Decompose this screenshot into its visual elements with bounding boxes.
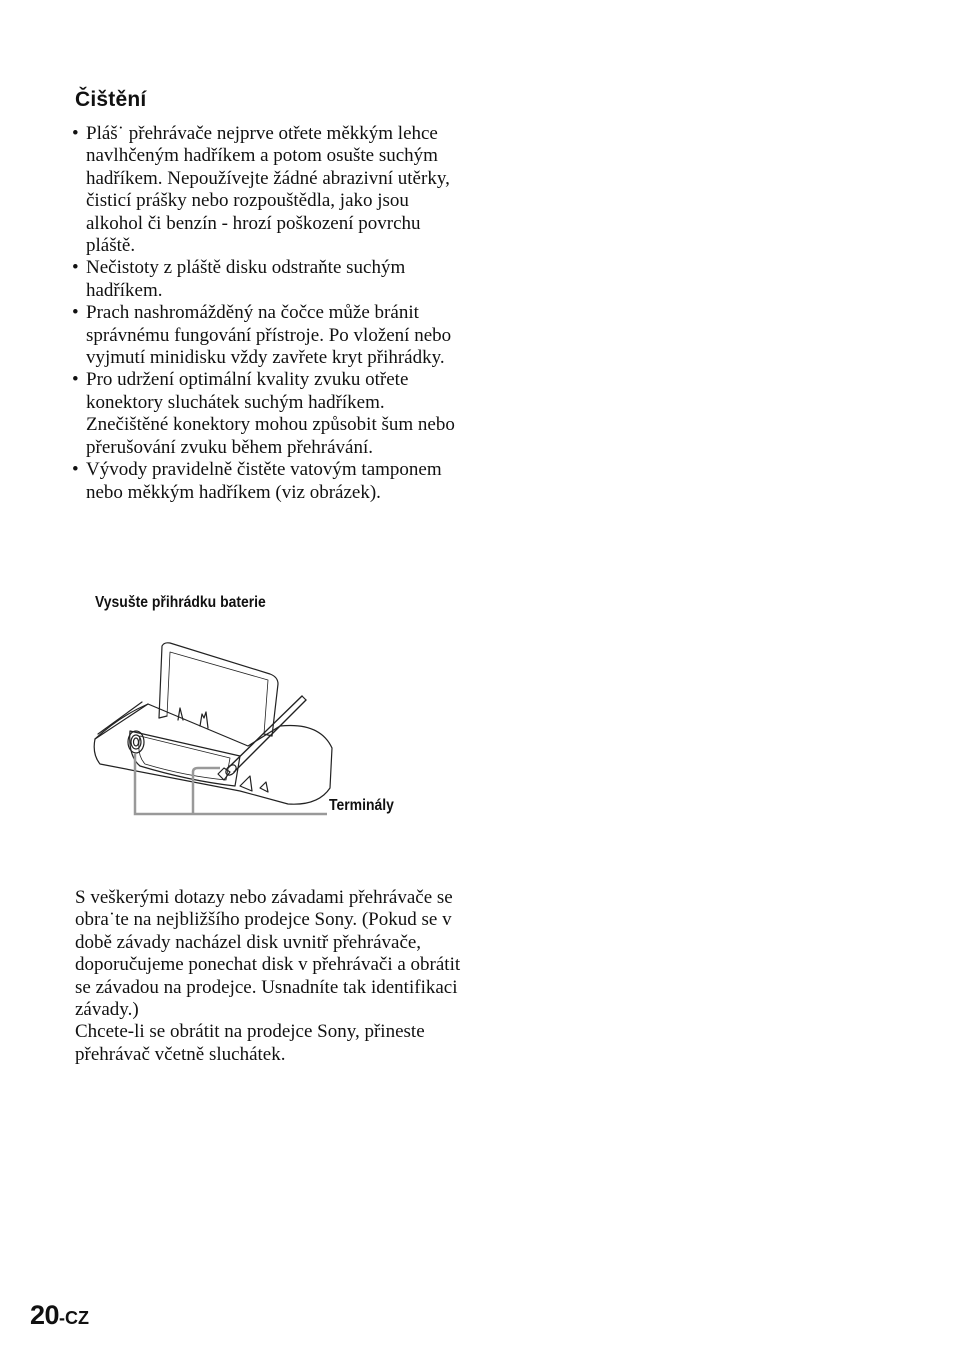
- bullet-item: • Vývody pravidelně čistěte vatovým tamponem nebo měkkým hadříkem (viz obrázek).: [72, 459, 462, 504]
- service-note: [75, 887, 465, 1066]
- bullet-item: • Pro udržení optimální kvality zvuku otřete konektory sluchátek suchým hadříkem. Znečištěné konektory mohou způsobit šum nebo přerušování zvuku během přehrávání.: [72, 369, 462, 459]
- cleaning-bullet-list: [72, 123, 462, 504]
- page-number-value: 20: [30, 1300, 60, 1330]
- page-number-suffix: -CZ: [59, 1308, 90, 1328]
- bullet-item: • Pláš˙ přehrávače nejprve otřete měkkým lehce navlhčeným hadříkem a potom osušte suchým hadříkem. Nepoužívejte žádné abrazivní utěrky, čisticí prášky nebo rozpouštědla, jako jsou alkohol či benzín - hrozí poškození povrchu pláště.: [72, 123, 462, 257]
- terminals-label: Terminály: [329, 797, 394, 814]
- service-paragraph: S veškerými dotazy nebo závadami přehrávače se obra˙te na nejbližšího prodejce Sony. (Pokud se v době závady nacházel disk uvnitř přehrávače, doporučujeme ponechat disk v přehrávači a obrátit se závadou na prodejce. Usnadníte tak identifikaci závady.): [75, 887, 461, 1021]
- page-number: [30, 1300, 89, 1331]
- bullet-item: • Nečistoty z pláště disku odstraňte suchým hadříkem.: [72, 257, 462, 302]
- figure-caption: Vysušte přihrádku baterie: [95, 594, 266, 611]
- service-paragraph: Chcete-li se obrátit na prodejce Sony, přineste přehrávač včetně sluchátek.: [75, 1021, 425, 1065]
- bullet-item: • Prach nashromážděný na čočce může bránit správnému fungování přístroje. Po vložení nebo vyjmutí minidisku vždy zavřete kryt přihrádky.: [72, 302, 462, 369]
- section-heading: Čištění: [75, 88, 147, 111]
